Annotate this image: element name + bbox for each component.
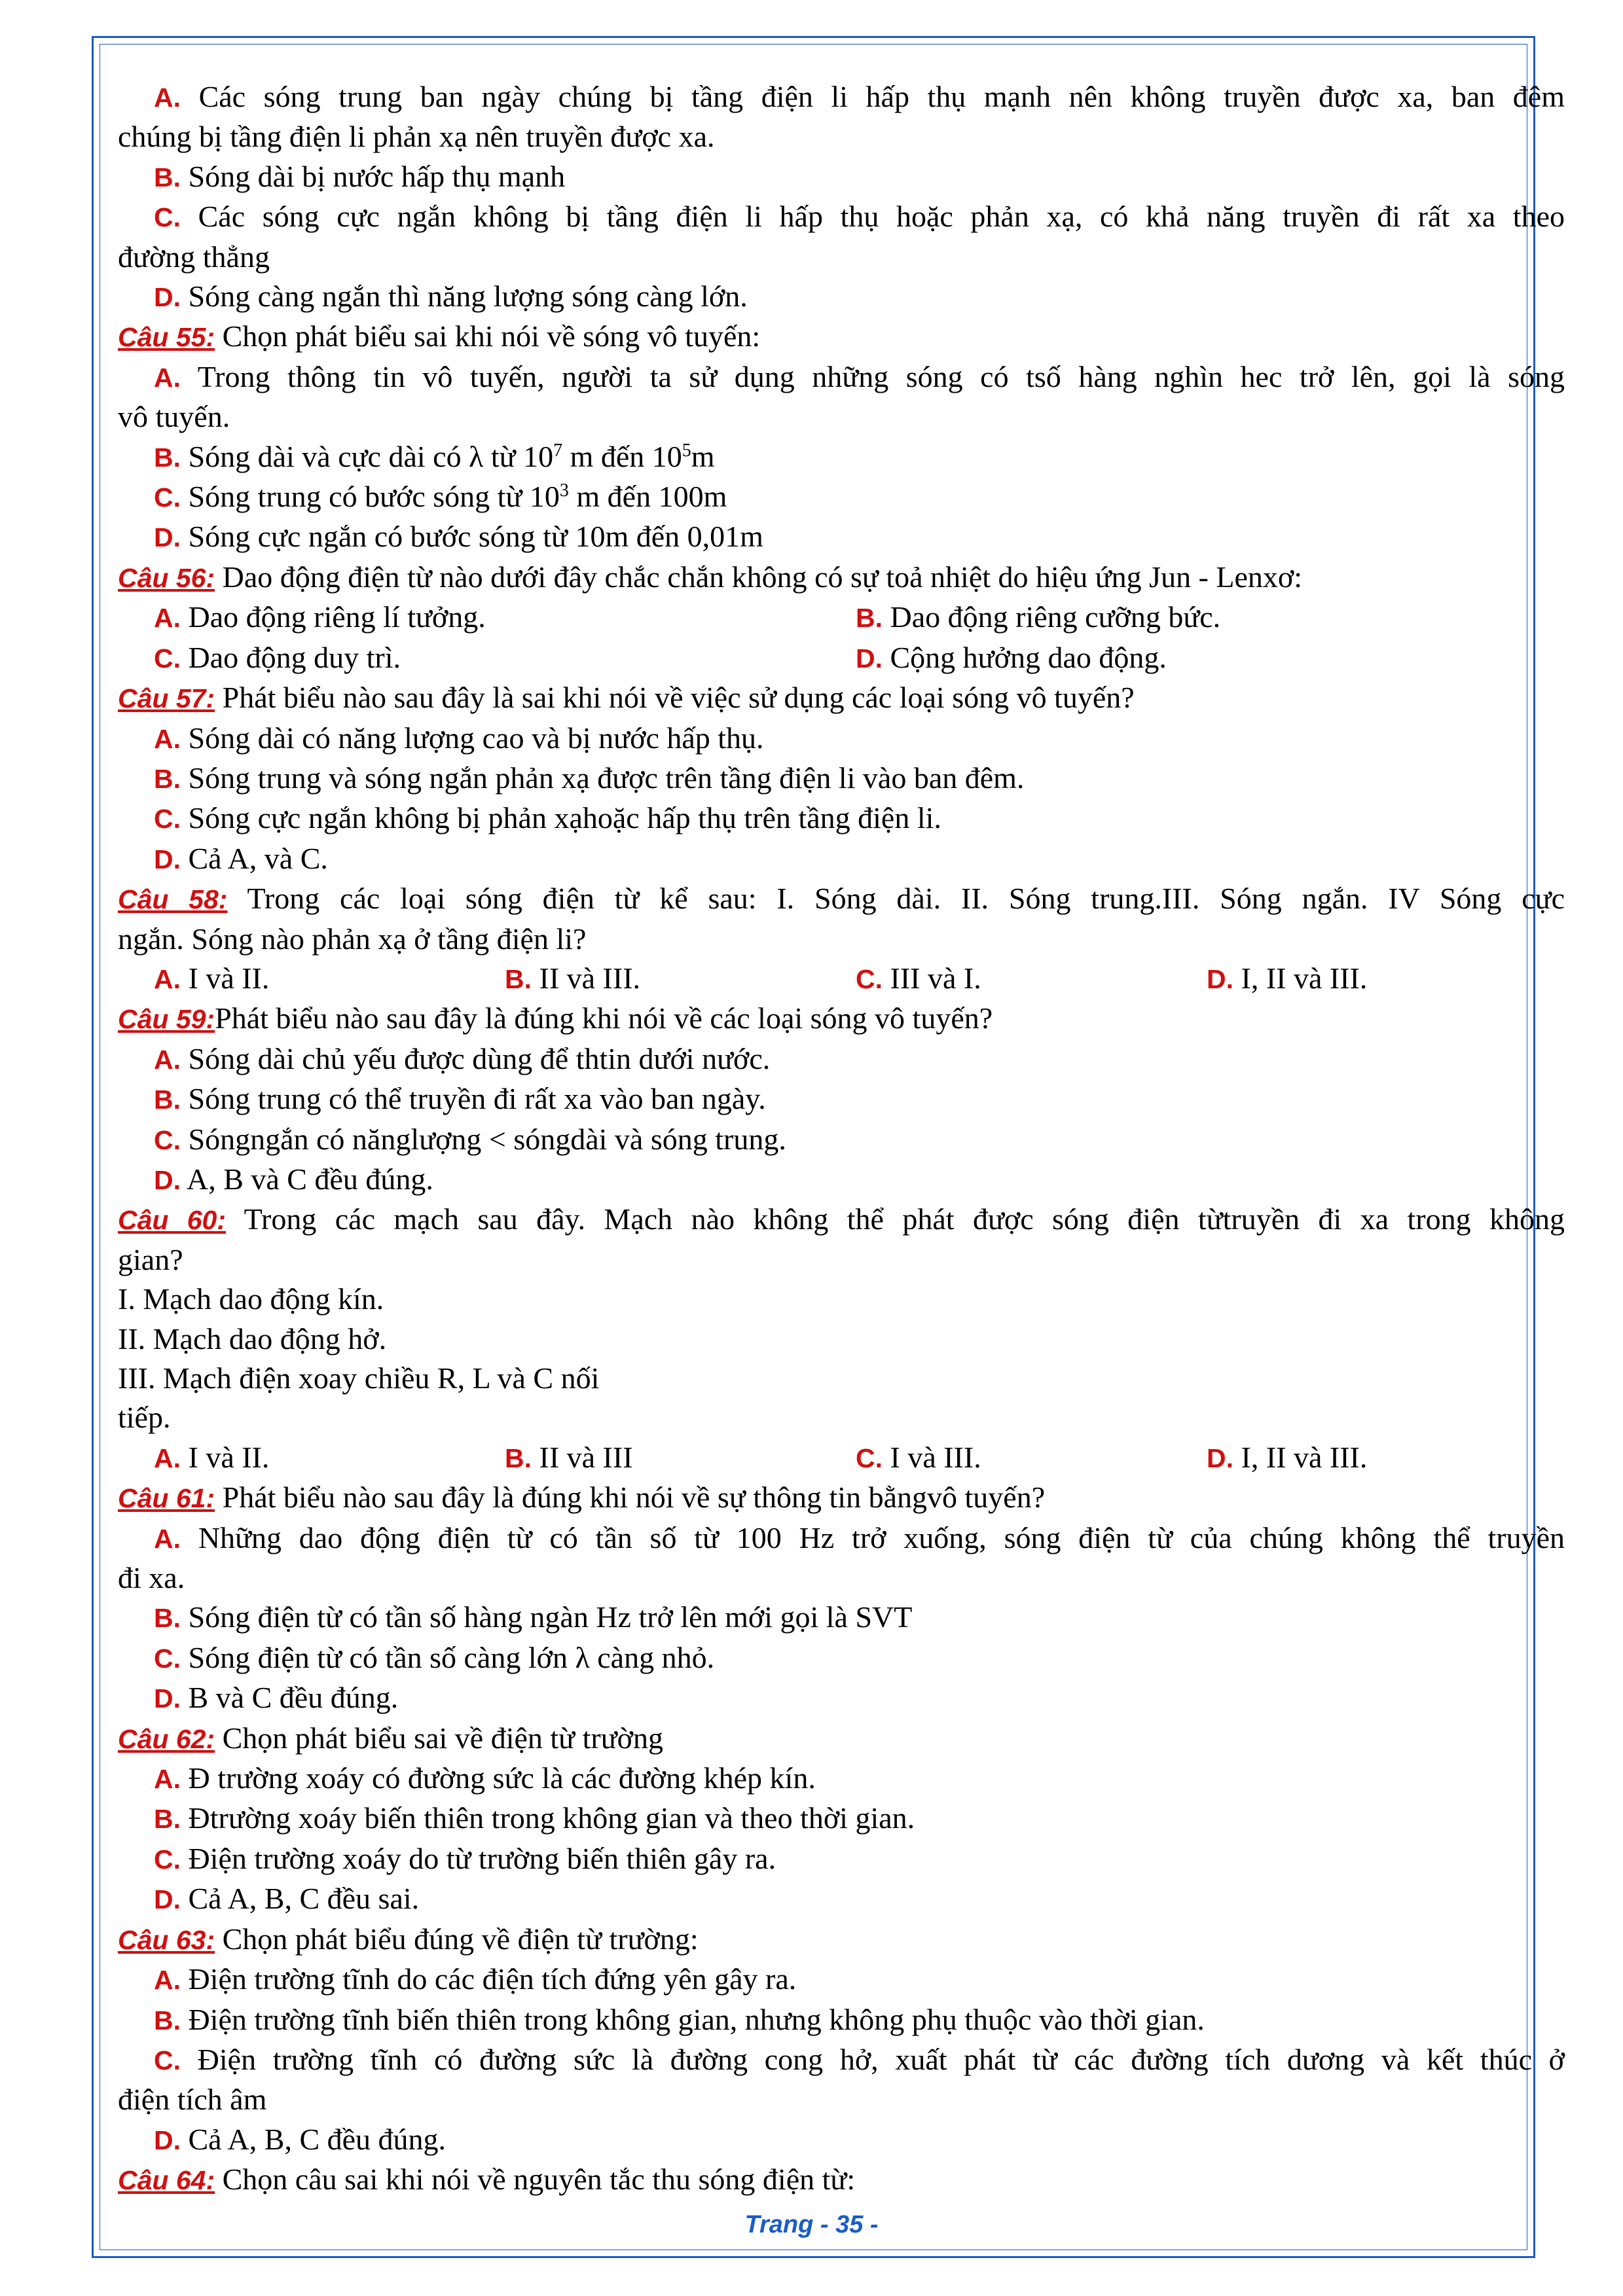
option-line [118, 798, 1565, 838]
question-59 [118, 999, 1565, 1039]
question-number: Câu 62: [118, 1723, 215, 1754]
option-text: Sóng cực ngắn không bị phản xạhoặc hấp thụ trên tầng điện li. [188, 801, 941, 835]
options-row [118, 959, 1565, 999]
option-line [118, 357, 1565, 397]
option-label: A. [154, 723, 181, 754]
option-label: A. [154, 963, 181, 994]
option-text: Sóng dài có năng lượng cao và bị nước hấp thụ. [188, 721, 764, 755]
option-text: Các sóng cực ngắn không bị tầng điện li hấp thụ hoặc phản xạ, có khả năng truyền đi rất xa theo [198, 200, 1565, 234]
option-label: A. [154, 603, 181, 634]
option-continuation: điện tích âm [118, 2083, 267, 2117]
option [856, 959, 1207, 999]
exponent: 5 [682, 440, 691, 461]
option-line [118, 1120, 1565, 1160]
option-label: A. [154, 1443, 181, 1473]
option-line [118, 77, 1565, 117]
option [856, 1438, 1207, 1478]
option-label: B. [856, 603, 883, 634]
question-62 [118, 1719, 1565, 1759]
option-line [118, 2120, 1565, 2160]
option-label: C. [154, 2045, 181, 2075]
list-item: II. Mạch dao động hở. [118, 1321, 387, 1355]
option-text: Sóng điện từ có tần số càng lớn λ càng nhỏ. [188, 1640, 715, 1674]
option-label: A. [154, 1044, 181, 1075]
option-line [118, 1678, 1565, 1718]
exponent: 3 [559, 480, 569, 501]
option-line [118, 719, 1565, 759]
option-text: Sóng cực ngắn có bước sóng từ 10m đến 0,01m [188, 520, 763, 554]
option-text: I, II và III. [1241, 961, 1368, 995]
question-64 [118, 2160, 1565, 2200]
option-text: Sóng dài chủ yếu được dùng để thtin dưới nước. [188, 1041, 771, 1075]
option-text: III và I. [890, 961, 981, 995]
question-number: Câu 61: [118, 1483, 215, 1514]
option-label: B. [154, 2005, 181, 2036]
option-label: C. [154, 1844, 181, 1874]
question-text: Phát biểu nào sau đây là sai khi nói về việc sử dụng các loại sóng vô tuyến? [222, 681, 1135, 715]
option-line [118, 1839, 1565, 1879]
option-line [118, 1518, 1565, 1558]
question-number: Câu 59: [118, 1004, 215, 1035]
option-text: m đến 10 [562, 439, 682, 473]
option-text: II và III. [539, 961, 641, 995]
option-text: Dao động duy trì. [188, 640, 401, 674]
option-text: Sóng trung có bước sóng từ 10 [188, 480, 560, 514]
option-label: C. [154, 482, 181, 513]
question-text: Dao động điện từ nào dưới đây chắc chắn không có sự toả nhiệt do hiệu ứng Jun - Lenxơ: [222, 560, 1303, 594]
option [856, 598, 1220, 637]
option-label: D. [154, 844, 181, 874]
option-text: I và II. [188, 1440, 270, 1474]
option-text: Cả A, và C. [188, 841, 328, 875]
option-label: D. [1207, 963, 1233, 994]
option [505, 1438, 856, 1478]
question-continuation: ngắn. Sóng nào phản xạ ở tầng điện li? [118, 922, 587, 956]
option-text: Điện trường tĩnh do các điện tích đứng yên gây ra. [188, 1962, 797, 1996]
list-item: I. Mạch dao động kín. [118, 1282, 384, 1316]
option-text: I, II và III. [1241, 1440, 1368, 1474]
option-line [118, 1039, 1565, 1079]
option-line [118, 197, 1565, 237]
option-text: Sóng điện từ có tần số hàng ngàn Hz trở lên mới gọi là SVT [188, 1600, 913, 1634]
option-text: Sóng dài và cực dài có λ từ 10 [188, 439, 554, 473]
list-item: III. Mạch điện xoay chiều R, L và C nối [118, 1361, 600, 1395]
option-line [118, 1759, 1565, 1799]
option-text: Các sóng trung ban ngày chúng bị tầng điện li hấp thụ mạnh nên không truyền được xa, ban đêm [198, 80, 1565, 113]
options-row [118, 598, 1565, 637]
option-line [118, 839, 1565, 879]
question-number: Câu 57: [118, 683, 215, 714]
question-number: Câu 64: [118, 2165, 215, 2196]
option-label: D. [154, 522, 181, 553]
option [856, 638, 1167, 678]
option [1207, 1438, 1367, 1478]
question-continuation: gian? [118, 1242, 183, 1276]
option-text: I và II. [188, 961, 270, 995]
option-label: C. [154, 1124, 181, 1155]
option-text: Cả A, B, C đều đúng. [188, 2122, 447, 2156]
option-text: Điện trường tĩnh có đường sức là đường cong hở, xuất phát từ các đường tích dương và kết thúc ở [197, 2042, 1565, 2076]
option [1207, 959, 1367, 999]
option-text: Điện trường tĩnh biến thiên trong không gian, nhưng không phụ thuộc vào thời gian. [188, 2002, 1205, 2036]
option-line [118, 157, 1565, 197]
option-label: D. [154, 1164, 181, 1195]
option-line [118, 1160, 1565, 1200]
question-number: Câu 60: [118, 1205, 226, 1236]
option [154, 598, 856, 637]
question-text: Chọn phát biểu sai khi nói về sóng vô tuyến: [222, 319, 761, 353]
option-text: Dao động riêng cưỡng bức. [890, 600, 1221, 634]
option-continuation: đường thẳng [118, 240, 270, 274]
option-continuation: vô tuyến. [118, 400, 230, 434]
question-text: Phát biểu nào sau đây là đúng khi nói về sự thông tin bằngvô tuyến? [222, 1480, 1046, 1515]
question-text: Chọn câu sai khi nói về nguyên tắc thu sóng điện từ: [222, 2162, 856, 2197]
question-63 [118, 1920, 1565, 1960]
option-line [118, 437, 1565, 477]
option-line [118, 2000, 1565, 2040]
option-label: D. [1207, 1443, 1233, 1473]
question-number: Câu 56: [118, 562, 215, 593]
option-text: Sóng dài bị nước hấp thụ mạnh [188, 159, 566, 193]
option-text: Sóng trung có thể truyền đi rất xa vào ban ngày. [188, 1082, 766, 1116]
option-text: Đtrường xoáy biến thiên trong không gian và theo thời gian. [188, 1801, 915, 1835]
question-60 [118, 1200, 1565, 1240]
option-line [118, 277, 1565, 317]
question-text: Trong các mạch sau đây. Mạch nào không thể phát được sóng điện từtruyền đi xa trong không [244, 1202, 1565, 1236]
question-number: Câu 55: [118, 322, 215, 353]
page-content [118, 77, 1565, 2200]
option-text: II và III [539, 1440, 633, 1474]
option-line [118, 1079, 1565, 1119]
option-label: D. [154, 282, 181, 313]
option-line [118, 1879, 1565, 1919]
option-label: B. [154, 162, 181, 192]
question-text: Chọn phát biểu sai về điện từ trường [222, 1721, 663, 1755]
option-label: B. [154, 1085, 181, 1115]
option-line [118, 477, 1565, 517]
option-line [118, 1960, 1565, 2000]
option-line [118, 1799, 1565, 1839]
exponent: 7 [553, 440, 563, 461]
option-text: Những dao động điện từ có tần số từ 100 Hz trở xuống, sóng điện từ của chúng không thể truyền [198, 1520, 1565, 1554]
option-text: m đến 100m [568, 480, 727, 514]
option-line [118, 517, 1565, 557]
option-continuation: chúng bị tầng điện li phản xạ nên truyền được xa. [118, 120, 715, 154]
question-number: Câu 58: [118, 884, 228, 915]
option-line [118, 2040, 1565, 2080]
option-label: A. [154, 1764, 181, 1795]
option-label: A. [154, 82, 181, 113]
option-text: Điện trường xoáy do từ trường biến thiên gây ra. [188, 1841, 776, 1875]
option-label: B. [505, 963, 532, 994]
question-61 [118, 1478, 1565, 1518]
option-label: C. [154, 643, 181, 673]
option-text: Sóng trung và sóng ngắn phản xạ được trên tầng điện li vào ban đêm. [188, 761, 1025, 795]
option-label: B. [154, 1603, 181, 1634]
question-55 [118, 317, 1565, 357]
question-number: Câu 63: [118, 1924, 215, 1955]
option-line [118, 1598, 1565, 1638]
option-line [118, 1638, 1565, 1678]
option [154, 959, 505, 999]
option-label: D. [856, 643, 883, 673]
question-text: Chọn phát biểu đúng về điện từ trường: [222, 1922, 699, 1956]
option-label: C. [856, 963, 883, 994]
option-label: B. [505, 1443, 532, 1473]
option-text: Dao động riêng lí tưởng. [188, 600, 486, 634]
question-text: Phát biểu nào sau đây là đúng khi nói về các loại sóng vô tuyến? [215, 1001, 993, 1035]
option-label: C. [154, 202, 181, 233]
option-label: C. [154, 1643, 181, 1674]
option-label: A. [154, 362, 181, 393]
option-continuation: đi xa. [118, 1561, 185, 1595]
option-label: A. [154, 1965, 181, 1996]
question-56 [118, 558, 1565, 598]
question-57 [118, 678, 1565, 718]
option [154, 638, 856, 678]
option-label: C. [856, 1443, 883, 1473]
option-label: D. [154, 1683, 181, 1714]
option-label: D. [154, 1884, 181, 1915]
question-text: Trong các loại sóng điện từ kể sau: I. Sóng dài. II. Sóng trung.III. Sóng ngắn. IV Sóng cực [247, 882, 1565, 916]
option-text: A, B và C đều đúng. [186, 1162, 433, 1196]
option-text: B và C đều đúng. [188, 1681, 399, 1715]
option-line [118, 759, 1565, 798]
page-number: Trang - 35 - [744, 2211, 879, 2238]
options-row [118, 1438, 1565, 1478]
question-58 [118, 879, 1565, 919]
option-text: I và III. [890, 1440, 981, 1474]
option [505, 959, 856, 999]
option-label: A. [154, 1523, 181, 1554]
option-text: Sóng càng ngắn thì năng lượng sóng càng lớn. [188, 279, 748, 314]
option-label: B. [154, 763, 181, 794]
option-label: B. [154, 442, 181, 473]
option [154, 1438, 505, 1478]
option-text: Cả A, B, C đều sai. [188, 1882, 420, 1916]
option-label: D. [154, 2125, 181, 2155]
option-text: Cộng hưởng dao động. [890, 640, 1167, 674]
option-text: Sóngngắn có nănglượng < sóngdài và sóng trung. [188, 1122, 786, 1156]
option-text: Đ trường xoáy có đường sức là các đường khép kín. [188, 1761, 816, 1795]
option-text: Trong thông tin vô tuyến, người ta sử dụng những sóng có tsố hàng nghìn hec trở lên, gọi là sóng [197, 359, 1565, 393]
option-label: B. [154, 1804, 181, 1835]
options-row [118, 638, 1565, 678]
option-text: m [691, 439, 715, 473]
list-item: tiếp. [118, 1401, 171, 1435]
option-label: C. [154, 804, 181, 834]
